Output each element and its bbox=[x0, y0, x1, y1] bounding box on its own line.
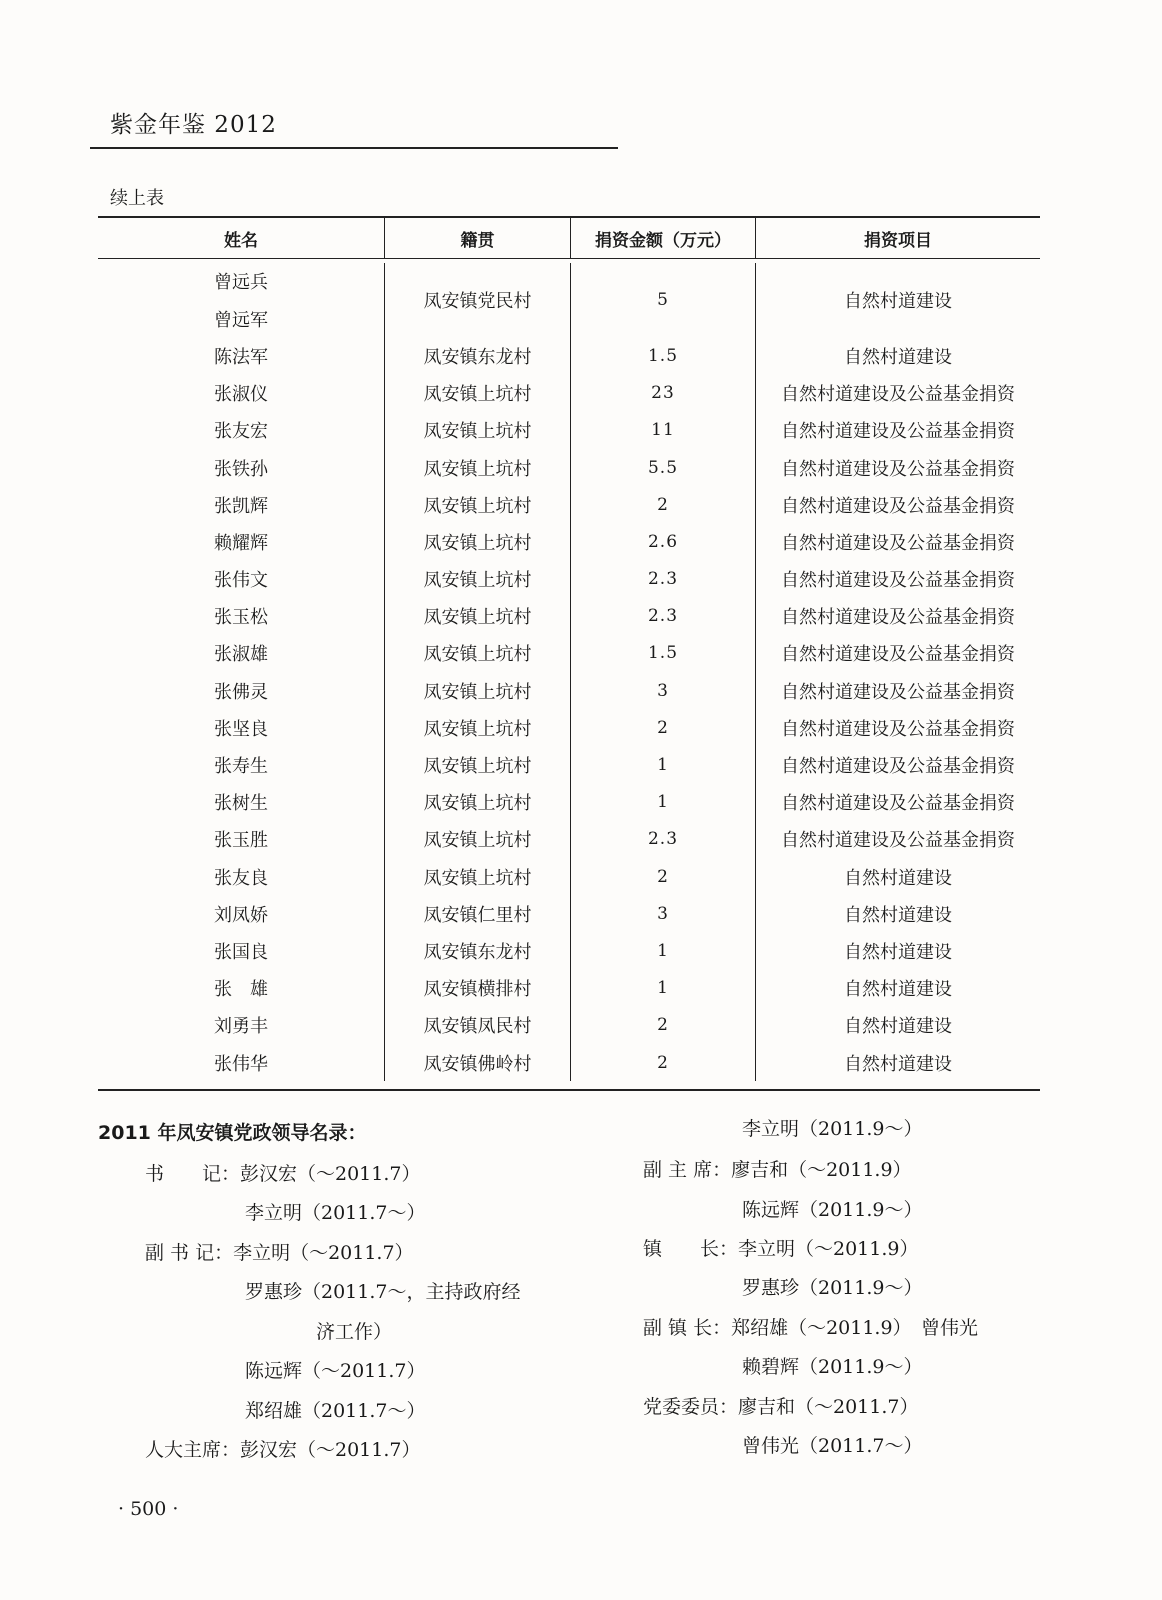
cell-name bbox=[98, 895, 385, 932]
donor-name: 张坚良 bbox=[214, 718, 268, 740]
table-row bbox=[98, 449, 1040, 486]
cell-origin: 凤安镇上坑村 bbox=[385, 561, 571, 598]
leader-line: 陈远辉（2011.9～） bbox=[742, 1199, 923, 1221]
cell-origin: 凤安镇佛岭村 bbox=[385, 1044, 571, 1081]
header-rule bbox=[90, 147, 618, 149]
cell-origin: 凤安镇仁里村 bbox=[385, 895, 571, 932]
leader-line: 镇 长：李立明（～2011.9） bbox=[643, 1238, 919, 1260]
table-row bbox=[98, 486, 1040, 523]
cell-origin: 凤安镇上坑村 bbox=[385, 821, 571, 858]
cell-origin: 凤安镇东龙村 bbox=[385, 932, 571, 969]
table-row bbox=[98, 1044, 1040, 1081]
table-row bbox=[98, 709, 1040, 746]
cell-name bbox=[98, 412, 385, 449]
cell-amount: 1 bbox=[571, 784, 756, 821]
cell-amount: 2.3 bbox=[571, 598, 756, 635]
cell-origin: 凤安镇上坑村 bbox=[385, 746, 571, 783]
cell-project: 自然村道建设 bbox=[844, 1016, 952, 1038]
table-row bbox=[98, 672, 1040, 709]
leader-line: 李立明（2011.7～） bbox=[245, 1202, 426, 1224]
donor-name: 刘勇丰 bbox=[214, 1016, 268, 1038]
cell-name bbox=[98, 598, 385, 635]
cell-origin: 凤安镇上坑村 bbox=[385, 523, 571, 560]
cell-amount: 2 bbox=[571, 486, 756, 523]
header-origin: 籍贯 bbox=[385, 218, 571, 258]
table-header-row bbox=[98, 218, 1040, 258]
leader-line: 人大主席：彭汉宏（～2011.7） bbox=[145, 1439, 421, 1461]
header-project: 捐资项目 bbox=[864, 230, 932, 251]
cell-project: 自然村道建设 bbox=[844, 867, 952, 889]
cell-origin: 凤安镇横排村 bbox=[385, 970, 571, 1007]
donor-name: 张淑仪 bbox=[214, 384, 268, 406]
cell-amount: 1 bbox=[571, 746, 756, 783]
cell-origin: 凤安镇上坑村 bbox=[385, 784, 571, 821]
cell-project: 自然村道建设及公益基金捐资 bbox=[781, 607, 1015, 629]
leader-line: 书 记：彭汉宏（～2011.7） bbox=[145, 1163, 421, 1185]
table-row bbox=[98, 895, 1040, 932]
cell-amount: 1 bbox=[571, 932, 756, 969]
cell-project: 自然村道建设及公益基金捐资 bbox=[781, 458, 1015, 480]
cell-project: 自然村道建设及公益基金捐资 bbox=[781, 644, 1015, 666]
cell-amount: 2.6 bbox=[571, 523, 756, 560]
header-amount: 捐资金额（万元） bbox=[571, 218, 756, 258]
cell-amount: 5.5 bbox=[571, 449, 756, 486]
cell-project: 自然村道建设及公益基金捐资 bbox=[781, 495, 1015, 517]
cell-amount: 1.5 bbox=[571, 337, 756, 374]
table-row bbox=[98, 784, 1040, 821]
table-bottom-rule bbox=[98, 1089, 1040, 1091]
leader-line: 副 镇 长：郑绍雄（～2011.9） 曾伟光 bbox=[643, 1317, 979, 1339]
donor-name: 张佛灵 bbox=[214, 681, 268, 703]
cell-project: 自然村道建设及公益基金捐资 bbox=[781, 421, 1015, 443]
cell-amount: 3 bbox=[571, 895, 756, 932]
donor-name: 赖耀辉 bbox=[214, 532, 268, 554]
cell-name bbox=[98, 523, 385, 560]
cell-project: 自然村道建设 bbox=[844, 941, 952, 963]
table-row bbox=[98, 375, 1040, 412]
donor-name: 张友良 bbox=[214, 867, 268, 889]
cell-name bbox=[98, 784, 385, 821]
table-row bbox=[98, 523, 1040, 560]
cell-project: 自然村道建设及公益基金捐资 bbox=[781, 718, 1015, 740]
table-row bbox=[98, 821, 1040, 858]
cell-name bbox=[98, 672, 385, 709]
cell-origin: 凤安镇凤民村 bbox=[385, 1007, 571, 1044]
cell-origin: 凤安镇上坑村 bbox=[385, 375, 571, 412]
cell-origin: 凤安镇上坑村 bbox=[385, 412, 571, 449]
donor-name: 张淑雄 bbox=[214, 644, 268, 666]
leader-line: 罗惠珍（2011.7～，主持政府经 bbox=[245, 1281, 521, 1303]
cell-name bbox=[98, 375, 385, 412]
cell-name bbox=[98, 449, 385, 486]
donor-name: 张树生 bbox=[214, 793, 268, 815]
cell-origin: 凤安镇上坑村 bbox=[385, 449, 571, 486]
cell-name bbox=[98, 635, 385, 672]
cell-amount: 1 bbox=[571, 970, 756, 1007]
leader-line: 党委委员：廖吉和（～2011.7） bbox=[643, 1396, 919, 1418]
cell-origin: 凤安镇上坑村 bbox=[385, 486, 571, 523]
donor-name: 张铁孙 bbox=[214, 458, 268, 480]
cell-project: 自然村道建设 bbox=[844, 904, 952, 926]
cell-name bbox=[98, 970, 385, 1007]
page-number: · 500 · bbox=[118, 1498, 179, 1520]
cell-origin: 凤安镇上坑村 bbox=[385, 598, 571, 635]
leader-line: 副 主 席：廖吉和（～2011.9） bbox=[643, 1159, 912, 1181]
cell-name bbox=[98, 263, 385, 337]
donation-table bbox=[98, 216, 1040, 1091]
cell-name bbox=[98, 1007, 385, 1044]
table-body bbox=[98, 259, 1040, 1089]
cell-amount: 3 bbox=[571, 672, 756, 709]
cell-name bbox=[98, 561, 385, 598]
donor-name: 张伟文 bbox=[214, 570, 268, 592]
leader-line: 曾伟光（2011.7～） bbox=[742, 1435, 923, 1457]
cell-origin: 凤安镇上坑村 bbox=[385, 672, 571, 709]
donor-name: 张 雄 bbox=[214, 979, 268, 1001]
cell-project: 自然村道建设及公益基金捐资 bbox=[781, 756, 1015, 778]
cell-project: 自然村道建设 bbox=[844, 346, 952, 368]
cell-project: 自然村道建设及公益基金捐资 bbox=[781, 532, 1015, 554]
table-row bbox=[98, 970, 1040, 1007]
donor-name: 张寿生 bbox=[214, 756, 268, 778]
donor-name: 张凯辉 bbox=[214, 495, 268, 517]
cell-amount: 1.5 bbox=[571, 635, 756, 672]
table-row bbox=[98, 561, 1040, 598]
donor-name: 陈法军 bbox=[214, 346, 268, 368]
donor-name: 张友宏 bbox=[214, 421, 268, 443]
running-header-title: 紫金年鉴 2012 bbox=[110, 112, 277, 138]
cell-amount: 5 bbox=[571, 263, 756, 337]
leader-line: 郑绍雄（2011.7～） bbox=[245, 1400, 426, 1422]
leader-line: 陈远辉（～2011.7） bbox=[245, 1360, 426, 1382]
cell-project: 自然村道建设 bbox=[844, 291, 952, 313]
table-row bbox=[98, 932, 1040, 969]
header-name: 姓名 bbox=[98, 218, 385, 258]
cell-name bbox=[98, 337, 385, 374]
cell-amount: 2 bbox=[571, 1044, 756, 1081]
cell-project: 自然村道建设 bbox=[844, 1053, 952, 1075]
cell-project: 自然村道建设及公益基金捐资 bbox=[781, 793, 1015, 815]
cell-amount: 11 bbox=[571, 412, 756, 449]
cell-amount: 23 bbox=[571, 375, 756, 412]
cell-project: 自然村道建设及公益基金捐资 bbox=[781, 681, 1015, 703]
cell-name bbox=[98, 486, 385, 523]
cell-amount: 2.3 bbox=[571, 821, 756, 858]
cell-amount: 2 bbox=[571, 858, 756, 895]
leader-line: 赖碧辉（2011.9～） bbox=[742, 1356, 923, 1378]
cell-amount: 2.3 bbox=[571, 561, 756, 598]
donor-name: 张伟华 bbox=[214, 1053, 268, 1075]
cell-project: 自然村道建设及公益基金捐资 bbox=[781, 384, 1015, 406]
cell-amount: 2 bbox=[571, 709, 756, 746]
cell-name bbox=[98, 1044, 385, 1081]
cell-origin: 凤安镇上坑村 bbox=[385, 635, 571, 672]
cell-project: 自然村道建设及公益基金捐资 bbox=[781, 830, 1015, 852]
donor-name: 刘凤娇 bbox=[214, 904, 268, 926]
cell-origin: 凤安镇党民村 bbox=[385, 263, 571, 337]
cell-name bbox=[98, 709, 385, 746]
donor-name: 张玉胜 bbox=[214, 830, 268, 852]
donor-name: 曾远军 bbox=[214, 310, 268, 332]
cell-name bbox=[98, 932, 385, 969]
cell-project: 自然村道建设及公益基金捐资 bbox=[781, 570, 1015, 592]
table-row bbox=[98, 635, 1040, 672]
cell-project: 自然村道建设 bbox=[844, 979, 952, 1001]
continued-label: 续上表 bbox=[110, 188, 164, 209]
leaders-section-title: 2011 年凤安镇党政领导名录： bbox=[98, 1122, 367, 1144]
leader-line: 副 书 记：李立明（～2011.7） bbox=[145, 1242, 414, 1264]
cell-amount: 2 bbox=[571, 1007, 756, 1044]
cell-name bbox=[98, 746, 385, 783]
cell-origin: 凤安镇东龙村 bbox=[385, 337, 571, 374]
table-row bbox=[98, 746, 1040, 783]
table-row bbox=[98, 263, 1040, 337]
leader-line: 李立明（2011.9～） bbox=[742, 1118, 923, 1140]
cell-name bbox=[98, 858, 385, 895]
table-row bbox=[98, 1007, 1040, 1044]
cell-name bbox=[98, 821, 385, 858]
table-row bbox=[98, 412, 1040, 449]
cell-origin: 凤安镇上坑村 bbox=[385, 858, 571, 895]
table-row bbox=[98, 858, 1040, 895]
table-row bbox=[98, 598, 1040, 635]
donor-name: 张玉松 bbox=[214, 607, 268, 629]
donor-name: 张国良 bbox=[214, 941, 268, 963]
leader-line: 济工作） bbox=[316, 1321, 393, 1343]
table-row bbox=[98, 337, 1040, 374]
donor-name: 曾远兵 bbox=[214, 272, 268, 294]
cell-origin: 凤安镇上坑村 bbox=[385, 709, 571, 746]
leader-line: 罗惠珍（2011.9～） bbox=[742, 1277, 923, 1299]
